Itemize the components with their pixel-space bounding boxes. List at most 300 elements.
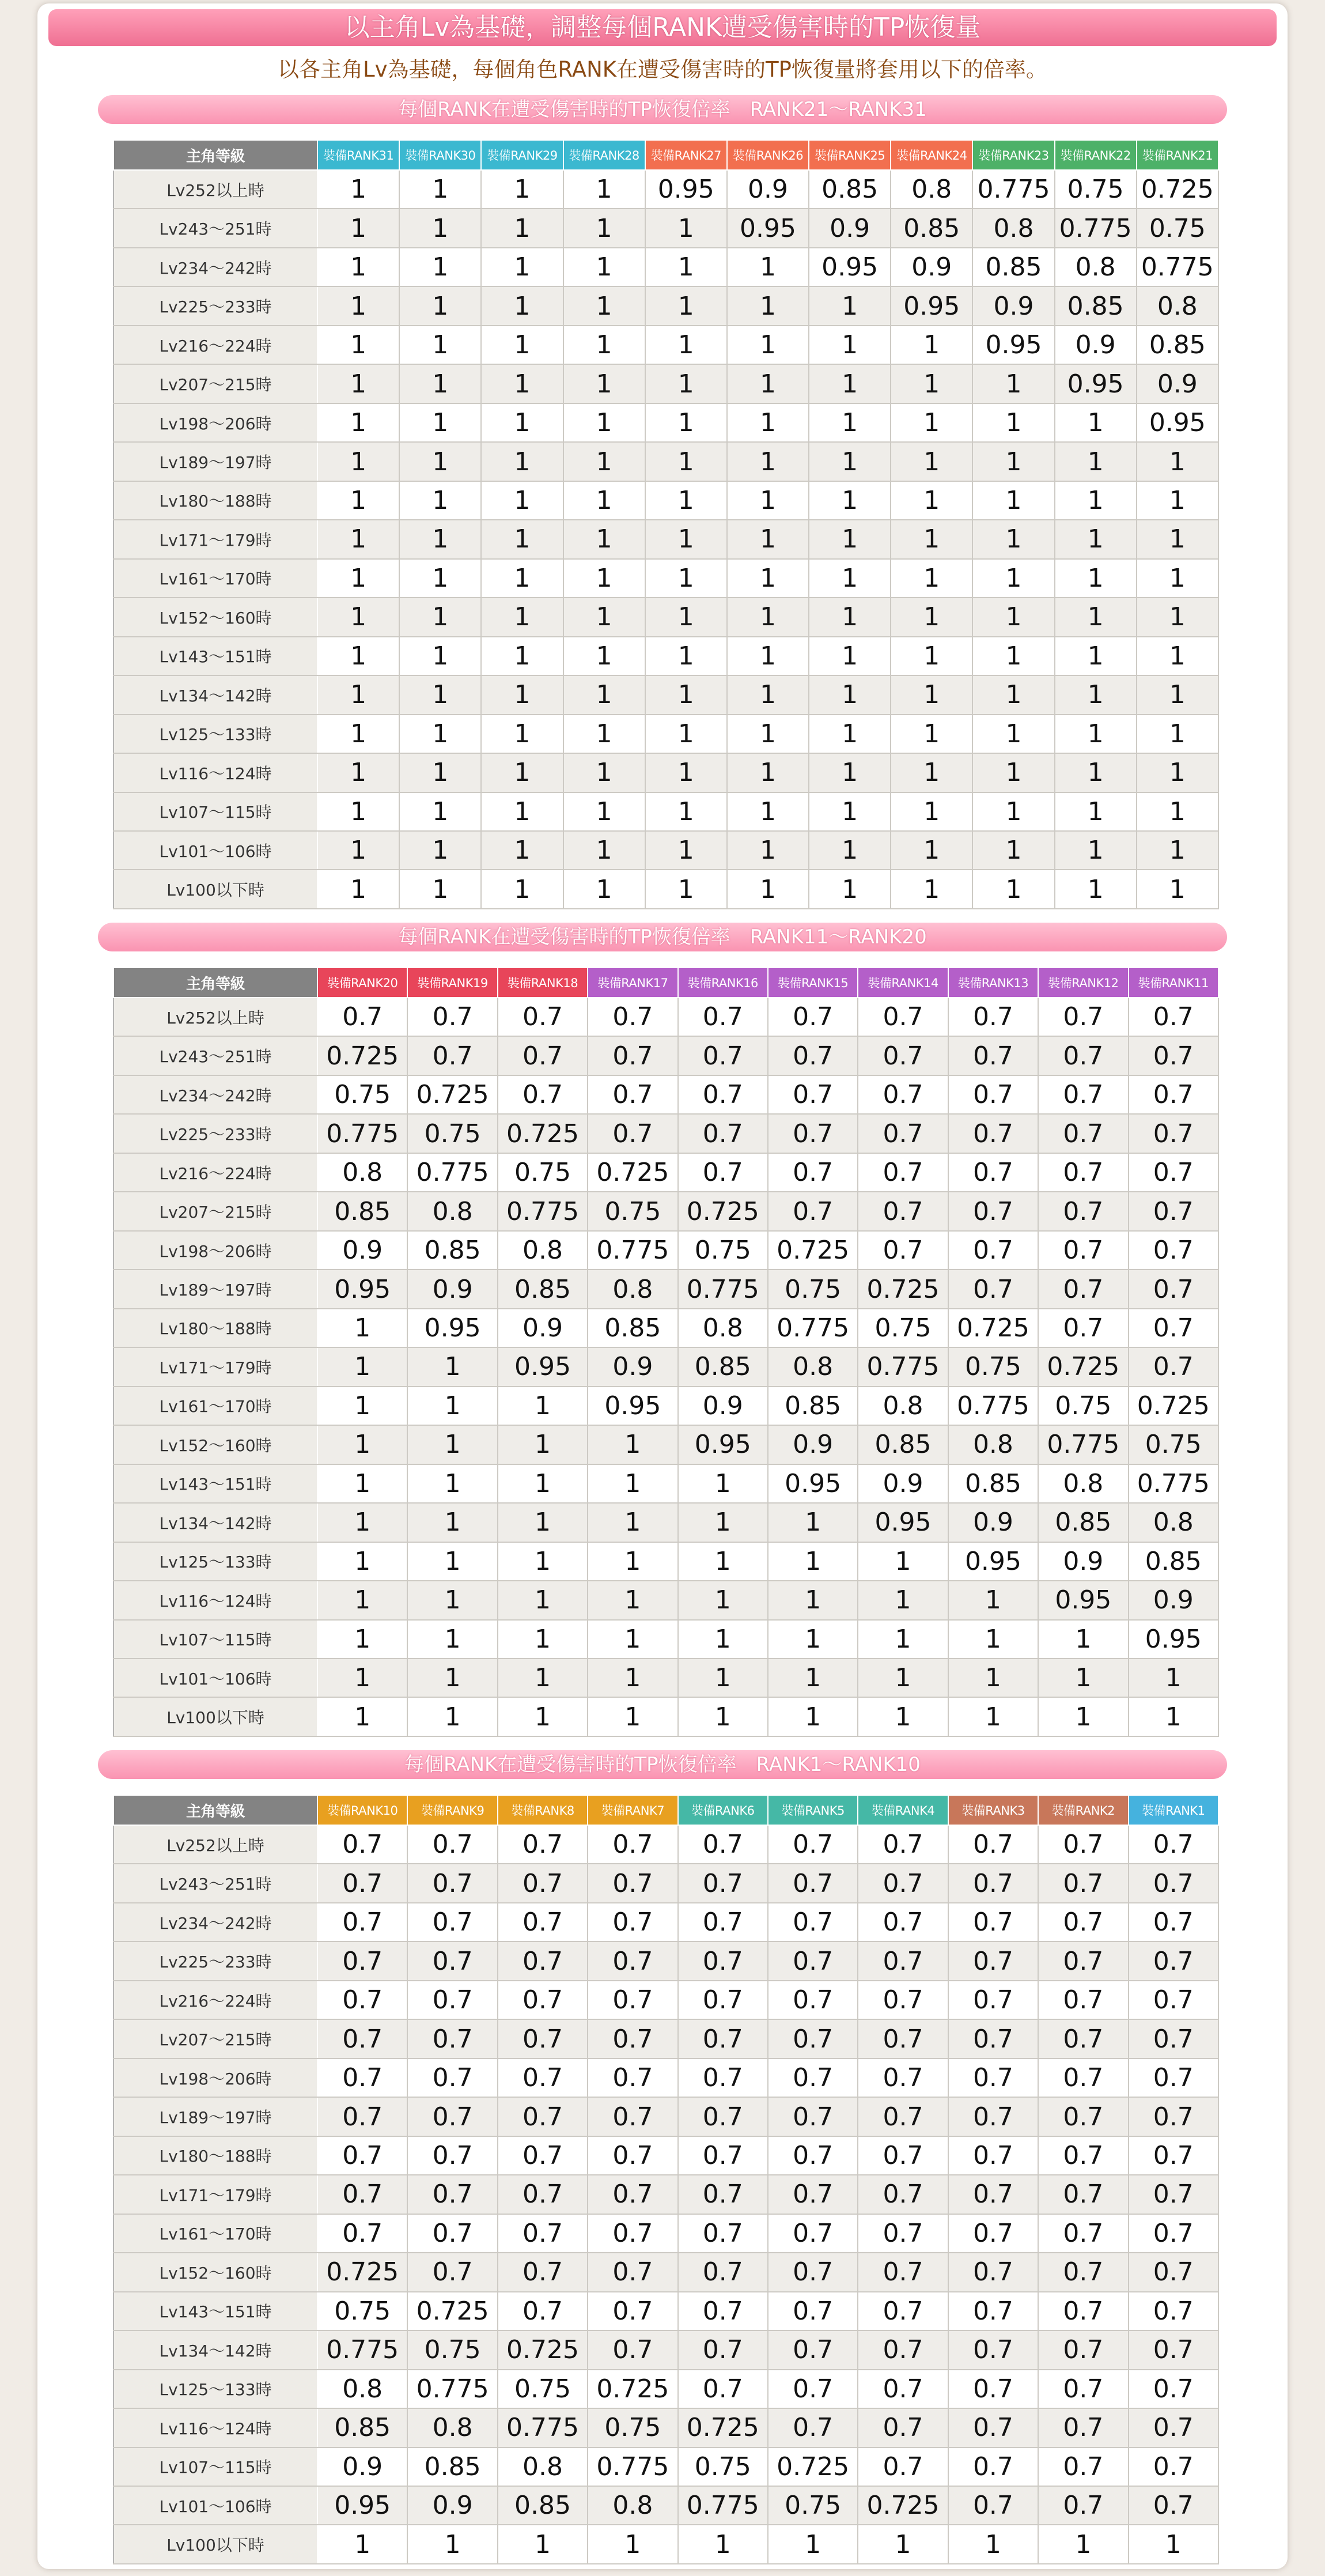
rate-cell: 1 [481, 715, 563, 753]
rate-cell: 1 [809, 520, 891, 558]
rate-cell: 1 [588, 1464, 677, 1503]
header-row [113, 140, 1218, 170]
table-row [113, 792, 1218, 831]
rate-cell: 0.7 [1129, 2058, 1218, 2097]
row-level-label: Lv171～179時 [113, 1347, 317, 1386]
table-row [113, 1903, 1218, 1942]
rate-cell: 0.8 [972, 209, 1054, 247]
rate-cell: 0.7 [678, 2097, 768, 2136]
page-title: 以主角Lv為基礎，調整每個RANK遭受傷害時的TP恢復量 [48, 9, 1277, 46]
rate-cell: 0.7 [678, 1036, 768, 1075]
rate-cell: 0.7 [678, 1864, 768, 1902]
rate-cell: 0.7 [588, 1075, 677, 1114]
table-row [113, 1153, 1218, 1192]
row-level-label: Lv198～206時 [113, 1231, 317, 1270]
rate-cell: 0.7 [498, 1942, 588, 1980]
rate-cell: 1 [399, 364, 481, 403]
table-row [113, 326, 1218, 364]
rate-cell: 1 [1137, 831, 1218, 870]
rate-cell: 1 [1055, 520, 1137, 558]
rate-cell: 0.9 [407, 2486, 497, 2525]
rate-cell: 1 [768, 1697, 858, 1736]
rate-cell: 0.7 [588, 998, 677, 1036]
rate-cell: 1 [399, 481, 481, 520]
rate-cell: 0.85 [858, 1425, 948, 1464]
rate-cell: 0.7 [1038, 2136, 1128, 2175]
rate-cell: 0.75 [948, 1347, 1038, 1386]
section-title-rank21-31: 每個RANK在遭受傷害時的TP恢復倍率 RANK21～RANK31 [98, 95, 1227, 124]
rate-cell: 0.7 [858, 2019, 948, 2058]
rate-cell: 0.7 [768, 1825, 858, 1864]
column-header-rank: 裝備RANK13 [948, 968, 1038, 998]
rate-cell: 0.7 [317, 2019, 407, 2058]
rate-cell: 0.7 [948, 1903, 1038, 1942]
rate-cell: 0.7 [768, 1075, 858, 1114]
rate-cell: 1 [858, 1697, 948, 1736]
row-level-label: Lv101～106時 [113, 831, 317, 870]
rate-cell: 1 [727, 870, 809, 909]
rate-cell: 0.775 [407, 1153, 497, 1192]
rate-cell: 1 [678, 1542, 768, 1581]
rate-cell: 1 [317, 1581, 407, 1619]
rate-cell: 1 [498, 1620, 588, 1659]
rate-cell: 0.7 [317, 2214, 407, 2253]
rate-cell: 1 [563, 403, 645, 442]
rate-cell: 0.7 [407, 1036, 497, 1075]
rate-cell: 0.75 [588, 1192, 677, 1230]
rate-cell: 0.7 [1129, 1825, 1218, 1864]
rate-cell: 0.7 [1038, 2097, 1128, 2136]
rate-cell: 1 [588, 1503, 677, 1542]
rate-cell: 0.7 [768, 2292, 858, 2331]
rate-cell: 0.8 [407, 2408, 497, 2447]
rate-cell: 0.7 [407, 1942, 497, 1980]
column-header-rank: 裝備RANK24 [891, 140, 972, 170]
rate-cell: 0.7 [678, 2136, 768, 2175]
table-row [113, 286, 1218, 325]
rate-cell: 0.7 [858, 2136, 948, 2175]
rate-cell: 1 [1137, 675, 1218, 714]
rate-cell: 0.7 [1129, 1864, 1218, 1902]
rate-cell: 1 [563, 442, 645, 481]
rate-cell: 0.7 [317, 1942, 407, 1980]
column-header-rank: 裝備RANK4 [858, 1795, 948, 1825]
rate-cell: 0.7 [498, 2136, 588, 2175]
column-header-rank: 裝備RANK3 [948, 1795, 1038, 1825]
rate-cell: 0.95 [858, 1503, 948, 1542]
rate-cell: 0.775 [1137, 248, 1218, 286]
rate-cell: 0.7 [948, 2058, 1038, 2097]
rate-cell: 1 [317, 1464, 407, 1503]
rate-cell: 1 [481, 598, 563, 636]
rate-cell: 1 [1055, 598, 1137, 636]
rate-cell: 0.725 [678, 2408, 768, 2447]
column-header-rank: 裝備RANK6 [678, 1795, 768, 1825]
rate-cell: 0.7 [1129, 1981, 1218, 2019]
rate-cell: 0.7 [948, 1153, 1038, 1192]
rate-cell: 0.8 [588, 1270, 677, 1308]
rate-cell: 0.75 [317, 2292, 407, 2331]
rate-cell: 1 [317, 598, 399, 636]
rate-cell: 1 [891, 364, 972, 403]
rate-cell: 0.7 [498, 2058, 588, 2097]
rate-cell: 1 [858, 2525, 948, 2564]
table-row [113, 2525, 1218, 2564]
column-header-rank: 裝備RANK29 [481, 140, 563, 170]
rate-cell: 0.75 [317, 1075, 407, 1114]
rate-cell: 0.7 [948, 1270, 1038, 1308]
rate-cell: 0.85 [588, 1309, 677, 1347]
rate-cell: 0.7 [858, 2253, 948, 2291]
rate-cell: 0.7 [678, 1903, 768, 1942]
rate-cell: 1 [678, 1464, 768, 1503]
rate-cell: 1 [317, 637, 399, 675]
rate-cell: 1 [645, 675, 727, 714]
rate-cell: 0.7 [858, 1192, 948, 1230]
rate-cell: 0.7 [498, 2097, 588, 2136]
rate-cell: 0.7 [1038, 2486, 1128, 2525]
rate-cell: 1 [809, 831, 891, 870]
rate-cell: 1 [481, 442, 563, 481]
rate-cell: 0.7 [1129, 2486, 1218, 2525]
table-row [113, 2292, 1218, 2331]
rate-cell: 0.7 [768, 2097, 858, 2136]
rate-cell: 1 [498, 1581, 588, 1619]
rate-cell: 0.8 [1137, 286, 1218, 325]
rate-cell: 1 [407, 1659, 497, 1697]
rate-cell: 0.75 [407, 2331, 497, 2369]
rate-cell: 1 [481, 481, 563, 520]
rate-cell: 0.7 [768, 2019, 858, 2058]
column-header-rank: 裝備RANK30 [399, 140, 481, 170]
rate-cell: 1 [891, 598, 972, 636]
rate-cell: 1 [645, 753, 727, 792]
rate-cell: 1 [498, 2525, 588, 2564]
rate-cell: 0.7 [948, 2486, 1038, 2525]
rate-cell: 1 [399, 326, 481, 364]
rate-cell: 0.775 [858, 1347, 948, 1386]
column-header-rank: 裝備RANK8 [498, 1795, 588, 1825]
rate-cell: 1 [1137, 870, 1218, 909]
rate-cell: 0.7 [1129, 1942, 1218, 1980]
rate-cell: 1 [1055, 870, 1137, 909]
rate-cell: 1 [563, 831, 645, 870]
row-level-label: Lv152～160時 [113, 598, 317, 636]
rate-cell: 0.7 [1129, 1153, 1218, 1192]
rate-cell: 0.725 [1038, 1347, 1128, 1386]
rate-cell: 1 [809, 326, 891, 364]
rate-cell: 1 [317, 1425, 407, 1464]
rate-cell: 1 [727, 248, 809, 286]
rate-cell: 0.7 [1038, 2175, 1128, 2214]
rate-cell: 0.75 [768, 1270, 858, 1308]
rate-cell: 0.9 [407, 1270, 497, 1308]
rate-cell: 0.775 [678, 1270, 768, 1308]
rate-cell: 1 [563, 598, 645, 636]
rate-cell: 0.8 [678, 1309, 768, 1347]
rate-cell: 0.7 [678, 2253, 768, 2291]
row-level-label: Lv107～115時 [113, 2447, 317, 2486]
rate-cell: 1 [407, 2525, 497, 2564]
row-level-label: Lv189～197時 [113, 2097, 317, 2136]
rate-cell: 0.7 [768, 2370, 858, 2408]
rate-cell: 0.9 [317, 2447, 407, 2486]
rate-cell: 0.775 [678, 2486, 768, 2525]
rate-cell: 1 [768, 1542, 858, 1581]
rate-cell: 0.8 [858, 1387, 948, 1425]
rate-cell: 0.7 [407, 1825, 497, 1864]
rate-cell: 0.9 [1137, 364, 1218, 403]
rate-cell: 0.8 [317, 1153, 407, 1192]
rate-cell: 0.775 [498, 2408, 588, 2447]
rate-cell: 1 [727, 715, 809, 753]
column-header-player-level: 主角等級 [113, 140, 317, 170]
rate-cell: 0.7 [1038, 1036, 1128, 1075]
rate-cell: 1 [399, 403, 481, 442]
table-row [113, 675, 1218, 714]
rate-cell: 0.7 [858, 2058, 948, 2097]
rate-cell: 1 [1129, 1659, 1218, 1697]
rate-cell: 1 [891, 831, 972, 870]
rate-cell: 0.7 [1129, 2370, 1218, 2408]
rate-cell: 0.7 [1129, 1231, 1218, 1270]
rate-cell: 0.7 [678, 2370, 768, 2408]
rate-cell: 1 [317, 1309, 407, 1347]
rate-cell: 0.7 [768, 1864, 858, 1902]
rate-cell: 0.7 [1129, 2097, 1218, 2136]
rate-cell: 0.7 [948, 2370, 1038, 2408]
rate-cell: 1 [317, 831, 399, 870]
rate-cell: 0.725 [407, 1075, 497, 1114]
rate-cell: 1 [317, 792, 399, 831]
rate-cell: 0.7 [858, 2292, 948, 2331]
rate-cell: 0.9 [498, 1309, 588, 1347]
rate-cell: 0.7 [858, 1036, 948, 1075]
table-row [113, 1864, 1218, 1902]
rate-cell: 0.7 [588, 1942, 677, 1980]
rate-cell: 0.9 [768, 1425, 858, 1464]
row-level-label: Lv207～215時 [113, 364, 317, 403]
row-level-label: Lv216～224時 [113, 326, 317, 364]
rate-cell: 0.7 [1038, 2292, 1128, 2331]
rate-cell: 1 [481, 248, 563, 286]
rate-cell: 1 [727, 481, 809, 520]
rate-cell: 1 [727, 753, 809, 792]
rate-cell: 0.7 [1129, 1114, 1218, 1153]
rate-cell: 0.7 [407, 998, 497, 1036]
row-level-label: Lv101～106時 [113, 2486, 317, 2525]
rate-cell: 1 [678, 1581, 768, 1619]
rate-cell: 1 [563, 792, 645, 831]
rate-cell: 1 [481, 170, 563, 209]
table-row [113, 2097, 1218, 2136]
rate-cell: 1 [678, 1503, 768, 1542]
column-header-rank: 裝備RANK28 [563, 140, 645, 170]
rate-cell: 0.85 [948, 1464, 1038, 1503]
rate-cell: 1 [563, 481, 645, 520]
rate-cell: 0.9 [891, 248, 972, 286]
rate-cell: 0.9 [858, 1464, 948, 1503]
rate-cell: 1 [948, 1697, 1038, 1736]
rate-cell: 1 [678, 2525, 768, 2564]
rate-cell: 0.7 [317, 1864, 407, 1902]
rate-cell: 0.7 [948, 2408, 1038, 2447]
rate-cell: 0.95 [891, 286, 972, 325]
table-row [113, 2019, 1218, 2058]
rate-cell: 1 [972, 675, 1054, 714]
rate-cell: 0.75 [678, 1231, 768, 1270]
rate-cell: 1 [563, 559, 645, 598]
table-row [113, 998, 1218, 1036]
rate-cell: 1 [727, 286, 809, 325]
rate-cell: 0.75 [768, 2486, 858, 2525]
table-row [113, 1231, 1218, 1270]
row-level-label: Lv234～242時 [113, 1903, 317, 1942]
rate-cell: 1 [317, 403, 399, 442]
rate-cell: 0.7 [858, 2097, 948, 2136]
rate-cell: 1 [1038, 1659, 1128, 1697]
rate-cell: 0.7 [858, 1231, 948, 1270]
column-header-rank: 裝備RANK16 [678, 968, 768, 998]
rate-cell: 1 [858, 1620, 948, 1659]
rate-cell: 1 [727, 831, 809, 870]
rate-cell: 1 [498, 1542, 588, 1581]
rate-cell: 0.7 [317, 2136, 407, 2175]
rate-cell: 0.7 [588, 2214, 677, 2253]
table-row [113, 831, 1218, 870]
rate-cell: 0.7 [678, 2331, 768, 2369]
rate-cell: 0.7 [588, 2019, 677, 2058]
rate-cell: 0.7 [858, 1825, 948, 1864]
row-level-label: Lv198～206時 [113, 2058, 317, 2097]
rate-cell: 0.7 [1038, 1864, 1128, 1902]
rate-cell: 0.7 [588, 1114, 677, 1153]
rate-cell: 1 [1038, 2525, 1128, 2564]
rate-cell: 1 [891, 675, 972, 714]
table-row [113, 637, 1218, 675]
column-header-rank: 裝備RANK17 [588, 968, 677, 998]
row-level-label: Lv225～233時 [113, 286, 317, 325]
table-row [113, 1075, 1218, 1114]
rate-cell: 0.7 [407, 2136, 497, 2175]
rate-cell: 1 [809, 792, 891, 831]
rate-cell: 1 [809, 403, 891, 442]
rate-cell: 1 [645, 520, 727, 558]
rate-cell: 1 [768, 2525, 858, 2564]
rate-cell: 1 [399, 675, 481, 714]
rate-cell: 0.85 [1129, 1542, 1218, 1581]
rate-cell: 0.7 [588, 1036, 677, 1075]
rate-cell: 0.775 [768, 1309, 858, 1347]
rate-cell: 1 [972, 520, 1054, 558]
rate-cell: 1 [678, 1620, 768, 1659]
rate-cell: 1 [1055, 715, 1137, 753]
rate-cell: 1 [1055, 481, 1137, 520]
rate-cell: 0.7 [948, 998, 1038, 1036]
row-level-label: Lv134～142時 [113, 2331, 317, 2369]
rate-cell: 0.7 [948, 1864, 1038, 1902]
rate-cell: 0.775 [317, 2331, 407, 2369]
table-row [113, 1114, 1218, 1153]
rate-cell: 0.7 [1038, 998, 1128, 1036]
row-level-label: Lv180～188時 [113, 1309, 317, 1347]
rate-cell: 0.7 [768, 1114, 858, 1153]
row-level-label: Lv125～133時 [113, 1542, 317, 1581]
rate-cell: 1 [407, 1697, 497, 1736]
rate-cell: 0.95 [498, 1347, 588, 1386]
rate-cell: 1 [317, 209, 399, 247]
rate-cell: 0.7 [1129, 1347, 1218, 1386]
row-level-label: Lv252以上時 [113, 998, 317, 1036]
rate-cell: 0.725 [768, 2447, 858, 2486]
rate-cell: 0.7 [588, 1864, 677, 1902]
table-row [113, 442, 1218, 481]
rate-cell: 1 [481, 559, 563, 598]
rate-cell: 1 [1137, 792, 1218, 831]
rate-cell: 0.7 [1038, 1075, 1128, 1114]
rate-cell: 0.7 [768, 1981, 858, 2019]
rate-cell: 0.7 [768, 2175, 858, 2214]
rate-cell: 0.7 [768, 1036, 858, 1075]
rate-cell: 1 [481, 209, 563, 247]
table-row [113, 481, 1218, 520]
rate-cell: 0.7 [1129, 1270, 1218, 1308]
rate-cell: 1 [972, 831, 1054, 870]
rate-cell: 1 [1137, 637, 1218, 675]
row-level-label: Lv171～179時 [113, 520, 317, 558]
rate-cell: 0.775 [588, 1231, 677, 1270]
rate-cell: 1 [948, 1659, 1038, 1697]
rate-cell: 0.7 [498, 998, 588, 1036]
rate-cell: 1 [399, 715, 481, 753]
rate-cell: 0.7 [317, 1903, 407, 1942]
row-level-label: Lv152～160時 [113, 1425, 317, 1464]
rate-cell: 1 [399, 753, 481, 792]
rate-cell: 0.7 [768, 1903, 858, 1942]
header-row [113, 968, 1218, 998]
rate-cell: 1 [645, 403, 727, 442]
row-level-label: Lv252以上時 [113, 1825, 317, 1864]
rate-cell: 0.7 [678, 1942, 768, 1980]
row-level-label: Lv100以下時 [113, 2525, 317, 2564]
rate-cell: 1 [972, 403, 1054, 442]
rate-cell: 0.8 [1055, 248, 1137, 286]
rate-cell: 1 [891, 792, 972, 831]
rate-cell: 0.7 [588, 2058, 677, 2097]
rate-cell: 0.7 [498, 2214, 588, 2253]
rate-cell: 0.7 [407, 2058, 497, 2097]
rate-cell: 0.7 [498, 1075, 588, 1114]
rate-cell: 0.7 [768, 1942, 858, 1980]
rate-cell: 1 [563, 637, 645, 675]
rate-cell: 0.7 [317, 2175, 407, 2214]
rate-cell: 1 [645, 481, 727, 520]
row-level-label: Lv125～133時 [113, 715, 317, 753]
rate-cell: 0.7 [1129, 2331, 1218, 2369]
rate-cell: 0.9 [809, 209, 891, 247]
rate-cell: 0.7 [678, 1075, 768, 1114]
rate-cell: 1 [588, 1425, 677, 1464]
rate-cell: 1 [1055, 792, 1137, 831]
rate-cell: 1 [407, 1425, 497, 1464]
rate-cell: 0.75 [498, 1153, 588, 1192]
rate-cell: 0.7 [317, 1825, 407, 1864]
rate-cell: 1 [317, 1659, 407, 1697]
rate-cell: 0.85 [809, 170, 891, 209]
rate-cell: 0.7 [768, 1153, 858, 1192]
rate-cell: 1 [407, 1581, 497, 1619]
rate-cell: 0.85 [1055, 286, 1137, 325]
